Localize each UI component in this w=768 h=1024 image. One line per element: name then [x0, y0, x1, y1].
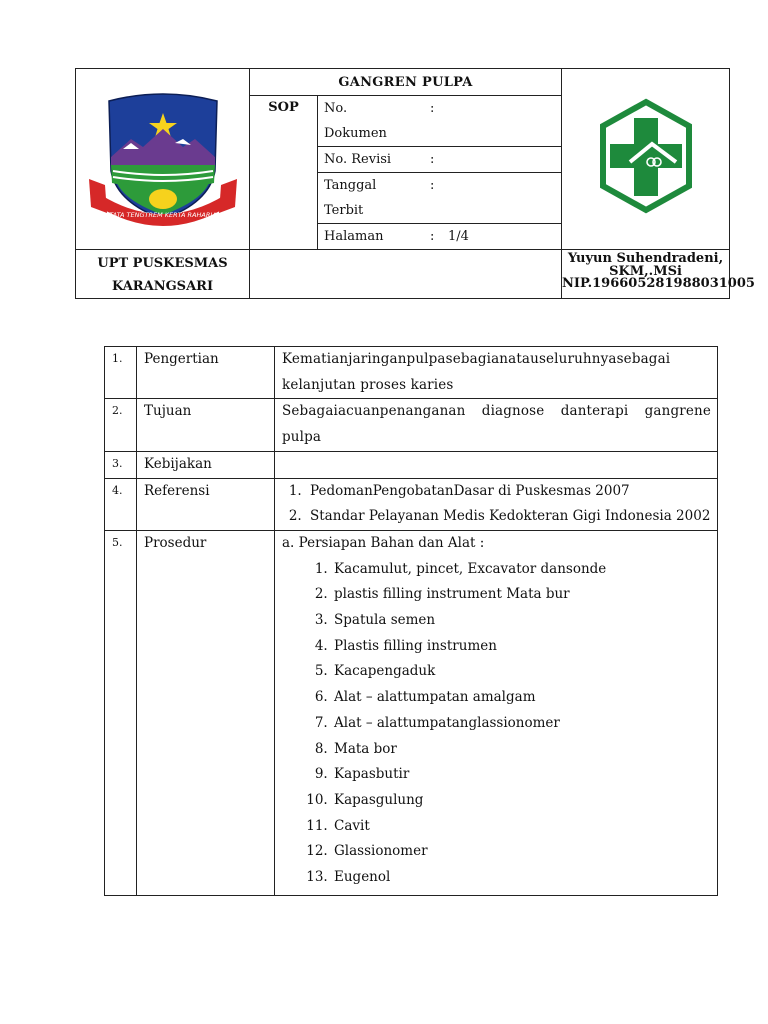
document-title: GANGREN PULPA	[250, 69, 562, 96]
list-item: 1. PedomanPengobatanDasar di Puskesmas 2007	[306, 479, 711, 505]
list-item: 4. Plastis filling instrumen	[332, 634, 711, 660]
sop-header-table	[75, 68, 755, 299]
section-list	[275, 530, 718, 895]
field-colon: :	[430, 152, 435, 167]
list-item: 5. Kacapengaduk	[332, 659, 711, 685]
signer-name: Yuyun Suhendradeni,	[567, 251, 724, 266]
section-number: 5.	[105, 530, 137, 895]
section-number: 1.	[105, 347, 137, 399]
list-item: 12. Glassionomer	[332, 839, 711, 865]
list-item: 1. Kacamulut, pincet, Excavator dansonde	[332, 557, 711, 583]
field-label: No. Revisi	[324, 152, 392, 167]
field-label: No.	[324, 101, 348, 116]
regency-logo-cell	[76, 69, 250, 250]
regency-crest-icon	[83, 83, 243, 231]
field-tanggal-terbit	[318, 173, 562, 224]
section-row	[105, 530, 718, 895]
section-number: 2.	[105, 399, 137, 451]
section-label: Kebijakan	[137, 451, 275, 478]
signature-block	[562, 250, 755, 299]
section-number: 3.	[105, 451, 137, 478]
section-row	[105, 347, 718, 399]
field-label: Tanggal	[324, 178, 377, 193]
section-text: Kematianjaringanpulpasebagianatauseluruhnyasebagai kelanjutan proses karies	[275, 347, 718, 399]
field-label: Halaman	[324, 229, 384, 244]
signer-nip: NIP.196605281988031005	[562, 276, 755, 291]
section-number: 4.	[105, 478, 137, 530]
tool-list	[282, 557, 711, 891]
section-row	[105, 399, 718, 451]
field-colon: :	[430, 229, 435, 244]
list-item: 9. Kapasbutir	[332, 762, 711, 788]
field-halaman	[318, 224, 562, 250]
list-item: 3. Spatula semen	[332, 608, 711, 634]
field-colon: :	[430, 178, 435, 193]
field-label-cont: Terbit	[324, 203, 364, 218]
list-item: 6. Alat – alattumpatan amalgam	[332, 685, 711, 711]
section-label: Prosedur	[137, 530, 275, 895]
section-row	[105, 478, 718, 530]
sop-content-table	[104, 346, 718, 896]
unit-name	[76, 250, 250, 299]
reference-list	[282, 479, 711, 530]
puskesmas-logo-cell	[562, 69, 730, 250]
unit-line-1: UPT PUSKESMAS	[97, 256, 228, 271]
section-label: Pengertian	[137, 347, 275, 399]
field-value: 1/4	[448, 229, 469, 244]
list-item: 7. Alat – alattumpatanglassionomer	[332, 711, 711, 737]
field-colon: :	[430, 101, 435, 116]
list-item: 2. plastis filling instrument Mata bur	[332, 582, 711, 608]
puskesmas-logo-icon	[596, 98, 696, 216]
sub-heading: a. Persiapan Bahan dan Alat :	[282, 534, 485, 551]
blank-cell	[250, 250, 562, 299]
list-item: 13. Eugenol	[332, 865, 711, 891]
field-no-dokumen	[318, 96, 562, 147]
section-text	[275, 451, 718, 478]
list-item: 10. Kapasgulung	[332, 788, 711, 814]
sop-label: SOP	[250, 96, 318, 250]
unit-line-2: KARANGSARI	[111, 279, 214, 294]
field-label-cont: Dokumen	[324, 126, 387, 141]
section-list	[275, 478, 718, 530]
list-item: 2. Standar Pelayanan Medis Kedokteran Gigi Indonesia 2002	[306, 504, 711, 530]
field-no-revisi	[318, 147, 562, 173]
list-item: 8. Mata bor	[332, 737, 711, 763]
section-row	[105, 451, 718, 478]
section-label: Tujuan	[137, 399, 275, 451]
list-item: 11. Cavit	[332, 814, 711, 840]
svg-text:TATA TENGTREM KERTA RAHARJA: TATA TENGTREM KERTA RAHARJA	[108, 211, 217, 219]
section-text: Sebagaiacuanpenanganan diagnose danterapi gangrene pulpa	[275, 399, 718, 451]
section-label: Referensi	[137, 478, 275, 530]
signer-title: SKM,.MSi	[609, 263, 682, 279]
